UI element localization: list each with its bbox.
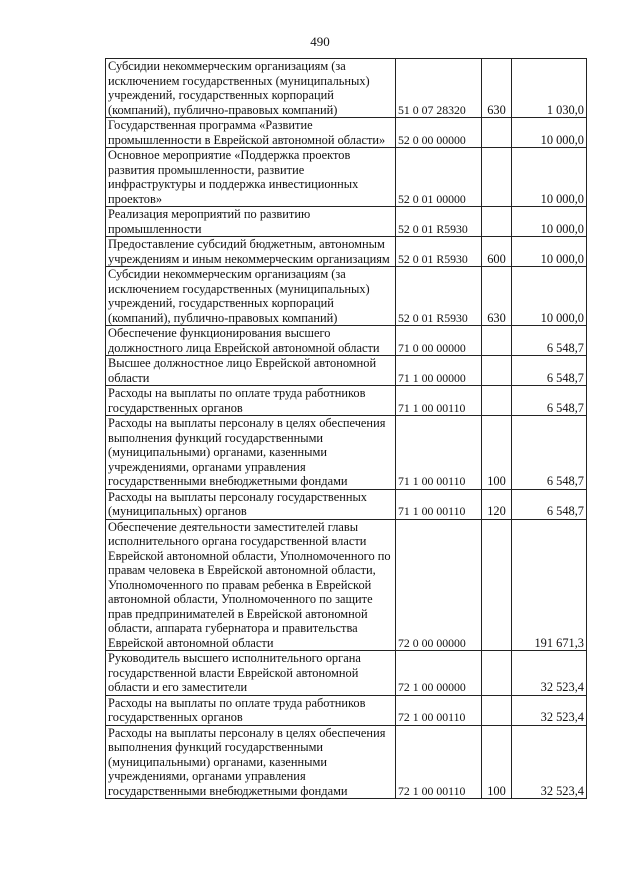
row-name-cell: Обеспечение функционирования высшего должностного лица Еврейской автономной области — [106, 326, 396, 356]
row-code-cell: 71 1 00 00110 — [396, 489, 482, 519]
row-code-cell: 71 1 00 00110 — [396, 386, 482, 416]
row-code-cell: 72 1 00 00110 — [396, 725, 482, 799]
row-sum-cell: 6 548,7 — [512, 386, 587, 416]
row-name-cell: Расходы на выплаты персоналу государственных (муниципальных) органов — [106, 489, 396, 519]
row-code-cell: 72 0 00 00000 — [396, 519, 482, 651]
row-code-cell: 71 1 00 00000 — [396, 356, 482, 386]
row-code-cell: 52 0 01 R5930 — [396, 267, 482, 326]
table-row — [106, 695, 587, 725]
row-type-cell: 630 — [482, 267, 512, 326]
row-sum-cell: 10 000,0 — [512, 207, 587, 237]
row-sum-cell: 10 000,0 — [512, 237, 587, 267]
table-row — [106, 59, 587, 118]
row-type-cell — [482, 386, 512, 416]
table-row — [106, 267, 587, 326]
row-sum-cell: 6 548,7 — [512, 356, 587, 386]
row-code-cell: 52 0 00 00000 — [396, 118, 482, 148]
row-type-cell: 100 — [482, 725, 512, 799]
table-row — [106, 416, 587, 490]
row-type-cell — [482, 118, 512, 148]
row-name-cell: Государственная программа «Развитие промышленности в Еврейской автономной области» — [106, 118, 396, 148]
row-name-cell: Высшее должностное лицо Еврейской автономной области — [106, 356, 396, 386]
row-name-cell: Расходы на выплаты по оплате труда работников государственных органов — [106, 695, 396, 725]
row-type-cell — [482, 207, 512, 237]
row-type-cell — [482, 148, 512, 207]
row-name-cell: Предоставление субсидий бюджетным, автономным учреждениям и иным некоммерческим организациям — [106, 237, 396, 267]
row-sum-cell: 10 000,0 — [512, 267, 587, 326]
table-row — [106, 356, 587, 386]
row-name-cell: Обеспечение деятельности заместителей главы исполнительного органа государственной власти Еврейской автономной области, Уполномоченного по правам человека в Еврейской автономной области, Уполномоченного по правам ребенка в Еврейской автономной области, Уполномоченного по защите прав предпринимателей в Еврейской автономной области, аппарата губернатора и правительства Еврейской автономной области — [106, 519, 396, 651]
page-number: 490 — [310, 34, 330, 49]
row-code-cell: 71 1 00 00110 — [396, 416, 482, 490]
row-sum-cell: 10 000,0 — [512, 118, 587, 148]
row-sum-cell: 6 548,7 — [512, 416, 587, 490]
row-code-cell: 52 0 01 R5930 — [396, 207, 482, 237]
table-row — [106, 386, 587, 416]
row-sum-cell: 32 523,4 — [512, 725, 587, 799]
row-name-cell: Субсидии некоммерческим организациям (за исключением государственных (муниципальных) учреждений, государственных корпораций (компаний), публично-правовых компаний) — [106, 59, 396, 118]
row-type-cell — [482, 356, 512, 386]
row-code-cell: 72 1 00 00000 — [396, 651, 482, 696]
row-code-cell: 52 0 01 R5930 — [396, 237, 482, 267]
row-name-cell: Расходы на выплаты по оплате труда работников государственных органов — [106, 386, 396, 416]
row-name-cell: Расходы на выплаты персоналу в целях обеспечения выполнения функций государственными (муниципальными) органами, казенными учреждениями, органами управления государственными внебюджетными фондами — [106, 725, 396, 799]
table-row — [106, 118, 587, 148]
row-name-cell: Руководитель высшего исполнительного органа государственной власти Еврейской автономной области и его заместители — [106, 651, 396, 696]
table-row — [106, 489, 587, 519]
row-type-cell: 120 — [482, 489, 512, 519]
table-row — [106, 326, 587, 356]
table-row — [106, 237, 587, 267]
row-type-cell — [482, 519, 512, 651]
row-sum-cell: 32 523,4 — [512, 695, 587, 725]
row-code-cell: 51 0 07 28320 — [396, 59, 482, 118]
row-sum-cell: 10 000,0 — [512, 148, 587, 207]
table-row — [106, 148, 587, 207]
row-type-cell — [482, 651, 512, 696]
row-type-cell — [482, 695, 512, 725]
table-row — [106, 725, 587, 799]
row-sum-cell: 191 671,3 — [512, 519, 587, 651]
row-name-cell: Субсидии некоммерческим организациям (за исключением государственных (муниципальных) учреждений, государственных корпораций (компаний), публично-правовых компаний) — [106, 267, 396, 326]
row-name-cell: Реализация мероприятий по развитию промышленности — [106, 207, 396, 237]
row-type-cell: 630 — [482, 59, 512, 118]
row-sum-cell: 1 030,0 — [512, 59, 587, 118]
row-name-cell: Расходы на выплаты персоналу в целях обеспечения выполнения функций государственными (муниципальными) органами, казенными учреждениями, органами управления государственными внебюджетными фондами — [106, 416, 396, 490]
row-sum-cell: 32 523,4 — [512, 651, 587, 696]
table-row — [106, 651, 587, 696]
table-row — [106, 207, 587, 237]
budget-table — [105, 58, 587, 799]
row-code-cell: 72 1 00 00110 — [396, 695, 482, 725]
row-sum-cell: 6 548,7 — [512, 489, 587, 519]
row-code-cell: 52 0 01 00000 — [396, 148, 482, 207]
row-type-cell: 100 — [482, 416, 512, 490]
row-type-cell — [482, 326, 512, 356]
row-type-cell: 600 — [482, 237, 512, 267]
row-sum-cell: 6 548,7 — [512, 326, 587, 356]
row-name-cell: Основное мероприятие «Поддержка проектов развития промышленности, развитие инфраструктуры и поддержка инвестиционных проектов» — [106, 148, 396, 207]
row-code-cell: 71 0 00 00000 — [396, 326, 482, 356]
table-row — [106, 519, 587, 651]
